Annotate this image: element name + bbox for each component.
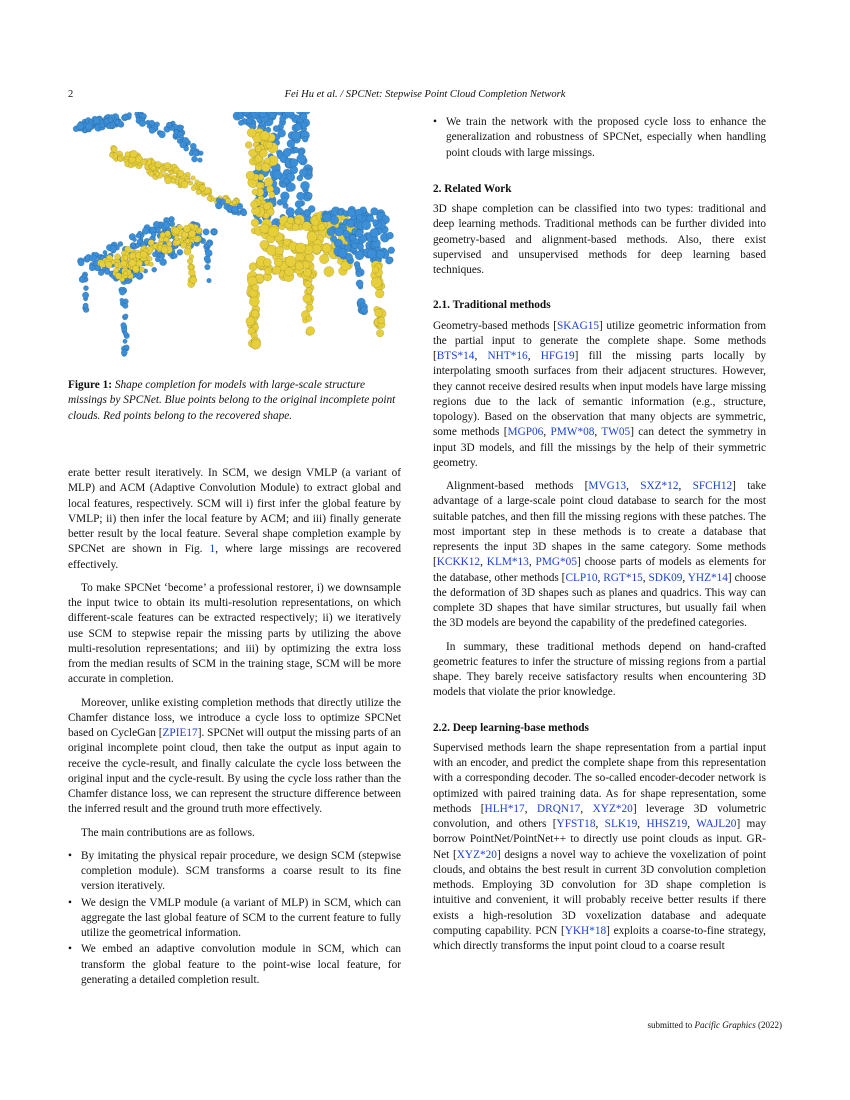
citation-link[interactable]: PMG*05	[535, 556, 577, 569]
contributions-list-cont	[433, 115, 766, 161]
figure-1-image	[68, 112, 401, 370]
paragraph: To make SPCNet ‘become’ a professional restorer, i) we downsample the input twice to obtain its multi-resolution representations, on which different-scale features can be extracted respectively; ii) we iteratively use SCM to stepwise repair the missing parts by utilizing the above multi-resolution representations; and iii) by optimizing the extra loss from the median results of SCM in the training stage, SCM will be more accurate in completion.	[68, 581, 401, 686]
citation-link[interactable]: NHT*16	[487, 350, 528, 362]
figure-1-caption	[68, 378, 401, 424]
venue-name: Pacific Graphics	[694, 1020, 756, 1030]
citation-link[interactable]: RGT*15	[603, 571, 643, 584]
paragraph: Moreover, unlike existing completion methods that directly utilize the Chamfer distance loss, we introduce a cycle loss to optimize SPCNet based on CycleGan [ZPIE17]. SPCNet will output the missing parts of an original incomplete point cloud, then take the output as input again to receive the cycle-result, and finally calculate the cycle loss between the original input and the cycle-result. By using the cycle loss rather than the Chamfer distance loss, we can represent the structure difference between the inferred result and the ground truth more effectively.	[68, 696, 401, 816]
figure-label: Figure 1:	[68, 379, 113, 391]
citation-link[interactable]: DRQN17	[537, 802, 581, 815]
citation-link[interactable]: XYZ*20	[456, 848, 497, 861]
citation-link[interactable]: HFG19	[540, 350, 575, 362]
citation-link[interactable]: XYZ*20	[592, 802, 633, 815]
subsection-heading: 2.1. Traditional methods	[433, 299, 551, 312]
citation-link[interactable]: MGP06	[507, 426, 544, 439]
page-header	[68, 89, 782, 105]
paragraph: The main contributions are as follows.	[81, 826, 255, 839]
paragraph: Alignment-based methods [MVG13, SXZ*12, SFCH12] take advantage of a large-scale point cloud database to search for the most suitable patches, and then fill the missing regions with these patches. The most important step in these methods is to create a database that represents the input 3D shapes in the same category. Some methods [KCKK12, KLM*13, PMG*05] choose parts of models as elements for the database, other methods [CLP10, RGT*15, SDK09, YHZ*14] choose the deformation of 3D shapes such as planes and quadrics. This way can complete 3D shapes that have similar structures, but usually fail when the 3D models are beyond the capability of the predefined categories.	[433, 480, 767, 630]
list-item: • By imitating the physical repair procedure, we design SCM (stepwise completion module). SCM transforms a coarse result to its fine version iteratively.	[68, 849, 401, 895]
citation-link[interactable]: TW05	[601, 426, 631, 439]
citation-link[interactable]: MVG13	[588, 480, 627, 492]
left-column	[68, 466, 401, 989]
page-footer: submitted to Pacific Graphics (2022)	[647, 1020, 782, 1030]
citation-link[interactable]: SDK09	[648, 571, 683, 584]
list-item: • We design the VMLP module (a variant of MLP) in SCM, which can aggregate the last global feature of SCM to the current feature to fully utilize the geometrical information.	[68, 896, 401, 942]
paragraph: Supervised methods learn the shape representation from a partial input with an encoder, and predict the complete shape from this representation with a corresponding decoder. The so-called encoder-decoder network is optimized with paired training data. As for shape representation, some methods [HLH*17, DRQN17, XYZ*20] leverage 3D volumetric convolution, and others [YFST18, SLK19, HHSZ19, WAJL20] may borrow PointNet/PointNet++ to directly use point clouds as input. GR-Net [XYZ*20] designs a novel way to achieve the voxelization of point clouds, and obtains the best result in current 3D convolution completion methods. Employing 3D convolution for 3D shape completion is intuitive and convenient, it will probably receive better results if there exists a high-resolution 3D voxelization database and adequate computing capability. PCN [YKH*18] exploits a coarse-to-fine strategy, which directly transforms the input point cloud to a coarse result	[433, 741, 767, 952]
subsection-heading: 2.2. Deep learning-base methods	[433, 721, 589, 734]
citation-link[interactable]: BTS*14	[436, 350, 475, 362]
figure-ref-link[interactable]: 1	[209, 543, 216, 556]
figure-caption-text: Shape completion for models with large-scale structure missings by SPCNet. Blue points belong to the original incomplete point clouds. Red points belong to the recovered shape.	[68, 379, 396, 422]
citation-link[interactable]: SKAG15	[556, 319, 600, 332]
right-column	[433, 115, 766, 962]
running-title: Fei Hu et al. / SPCNet: Stepwise Point Cloud Completion Network	[284, 89, 566, 100]
citation-link[interactable]: SFCH12	[692, 480, 733, 492]
paragraph: Geometry-based methods [SKAG15] utilize geometric information from the partial input to generate the complete shape. Some methods [BTS*14, NHT*16, HFG19] fill the missing parts locally by interpolating smooth surfaces from their adjacent structures. However, they cannot receive desired results when input models have large missing regions due to the lack of semantic information (e.g., structure, topology). Based on the observation that many objects are symmetric, some methods [MGP06, PMW*08, TW05] can detect the symmetry in input 3D models, and fill the missings by the help of their symmetric geometry.	[433, 319, 767, 469]
page-number: 2	[68, 89, 74, 100]
paragraph: 3D shape completion can be classified into two types: traditional and deep learning methods. Traditional methods can be further divided into geometry-based and alignment-based methods. Also, there exist supervised and unsupervised methods for deep learning based techniques.	[433, 203, 766, 276]
paragraph: In summary, these traditional methods depend on hand-crafted geometric features to infer the structure of missing regions from a partial shape. They barely receive satisfactory results when encountering 3D models that violate the prior knowledge.	[433, 640, 766, 699]
citation-link[interactable]: SLK19	[604, 818, 638, 830]
citation-link[interactable]: HHSZ19	[646, 818, 688, 830]
citation-link[interactable]: ZPIE17	[162, 727, 198, 739]
citation-link[interactable]: HLH*17	[484, 802, 525, 815]
citation-link[interactable]: YKH*18	[564, 924, 607, 937]
section-heading: 2. Related Work	[433, 182, 512, 195]
citation-link[interactable]: KLM*13	[486, 556, 529, 569]
citation-link[interactable]: YFST18	[556, 818, 596, 830]
point-cloud-figure	[68, 112, 401, 370]
list-item: • We embed an adaptive convolution module in SCM, which can transform the global feature to the point-wise local feature, for generating a detailed completion result.	[68, 942, 401, 988]
list-item: • We train the network with the proposed cycle loss to enhance the generalization and robustness of SPCNet, especially when handling point clouds with large missings.	[433, 115, 766, 161]
citation-link[interactable]: SXZ*12	[640, 480, 679, 492]
citation-link[interactable]: PMW*08	[550, 426, 595, 439]
citation-link[interactable]: KCKK12	[436, 556, 481, 569]
citation-link[interactable]: WAJL20	[696, 818, 737, 830]
paragraph: erate better result iteratively. In SCM, we design VMLP (a variant of MLP) and ACM (Adaptive Convolution Module) to extract global and local features, respectively. SCM will i) first infer the global feature by VMLP; ii) then infer the local feature by ACM; and iii) finally generate better result by the local feature. Several shape completion example by SPCNet are shown in Fig. 1, where large missings are recovered effectively.	[68, 467, 401, 571]
citation-link[interactable]: YHZ*14	[687, 571, 728, 584]
contributions-list	[68, 849, 401, 988]
citation-link[interactable]: CLP10	[565, 571, 598, 584]
